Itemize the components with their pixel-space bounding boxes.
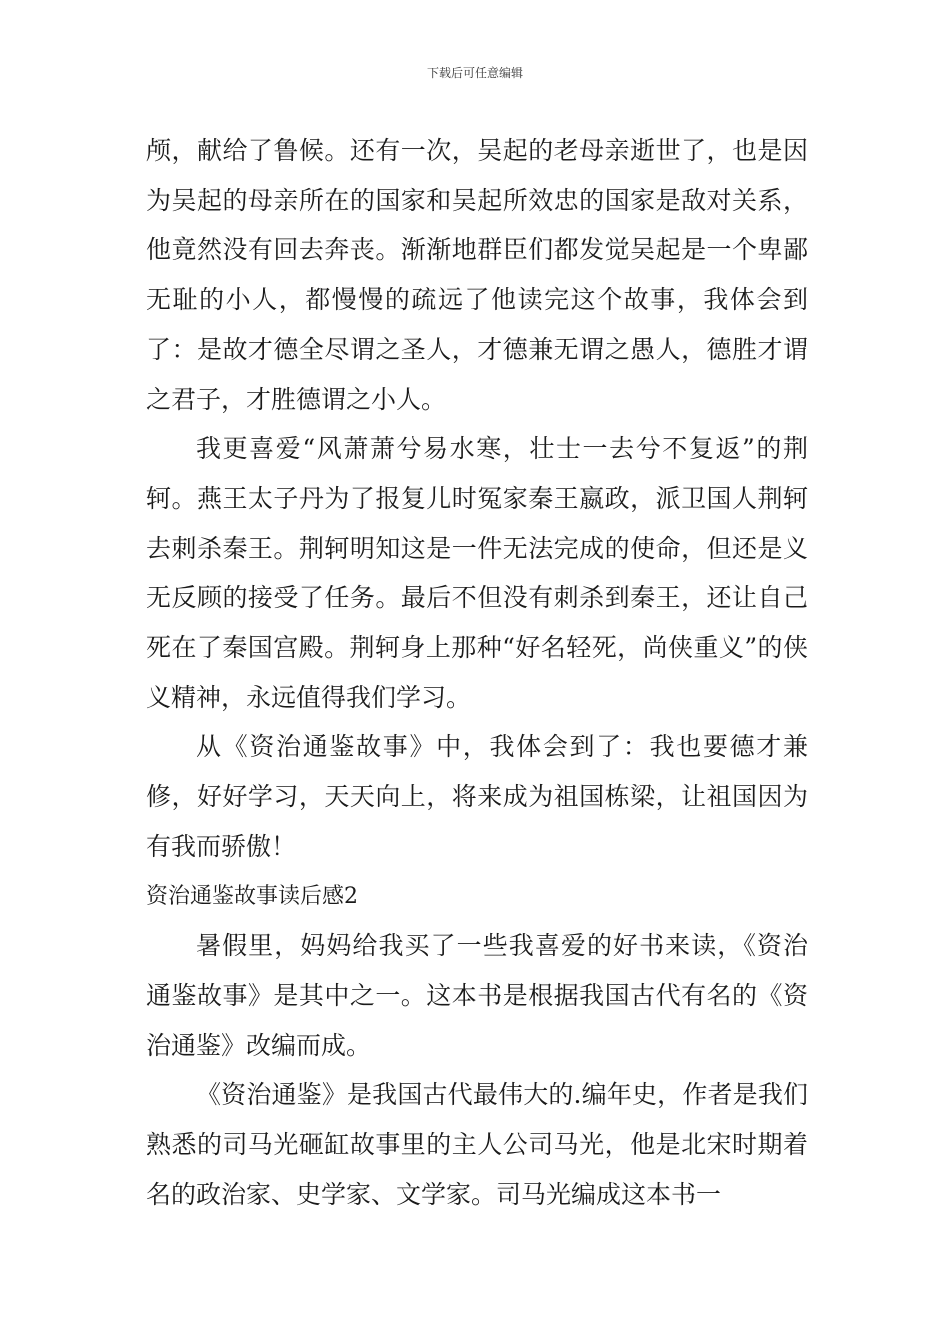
paragraph-4: 暑假里，妈妈给我买了一些我喜爱的好书来读，《资治通鉴故事》是其中之一。这本书是根据我国古代有名的《资治通鉴》改编而成。 [146,931,808,1060]
paragraph-5: 《资治通鉴》是我国古代最伟大的.编年史，作者是我们熟悉的司马光砸缸故事里的主人公司马光，他是北宋时期着名的政治家、史学家、文学家。司马光编成这本书一 [146,1080,808,1209]
document-body [146,126,808,1219]
paragraph-3: 从《资治通鉴故事》中，我体会到了：我也要德才兼修，好好学习，天天向上，将来成为祖国栋梁，让祖国因为有我而骄傲！ [146,732,808,861]
paragraph-1: 颅，献给了鲁候。还有一次，吴起的老母亲逝世了，也是因为吴起的母亲所在的国家和吴起所效忠的国家是敌对关系，他竟然没有回去奔丧。渐渐地群臣们都发觉吴起是一个卑鄙无耻的小人，都慢慢的疏远了他读完这个故事，我体会到了：是故才德全尽谓之圣人，才德兼无谓之愚人，德胜才谓之君子，才胜德谓之小人。 [146,136,808,414]
page-header: 下载后可任意编辑 [426,66,523,80]
section-heading: 资治通鉴故事读后感2 [146,883,358,909]
paragraph-2: 我更喜爱“风萧萧兮易水寒，壮士一去兮不复返”的荆轲。燕王太子丹为了报复儿时冤家秦王嬴政，派卫国人荆轲去刺杀秦王。荆轲明知这是一件无法完成的使命，但还是义无反顾的接受了任务。最后不但没有刺杀到秦王，还让自己死在了秦国宫殿。荆轲身上那种“好名轻死，尚侠重义”的侠义精神，永远值得我们学习。 [146,434,808,712]
